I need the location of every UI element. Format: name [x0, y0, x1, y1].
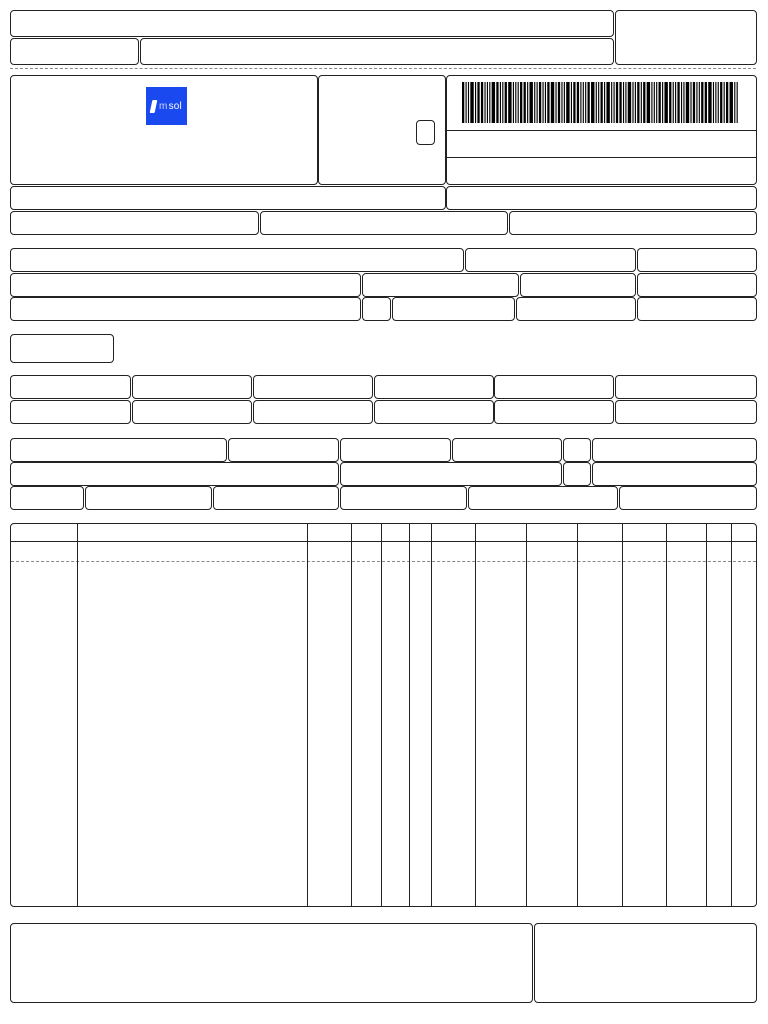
- barcode-bar: [701, 82, 703, 123]
- freight-mode-field: [228, 438, 339, 462]
- barcode-bar: [566, 82, 569, 123]
- col-divider-ipi-value: [706, 523, 707, 907]
- additional-info-box: [10, 923, 533, 1003]
- barcode-bar: [601, 82, 603, 123]
- tax-base-icms-field: [10, 375, 131, 399]
- barcode-bar: [718, 82, 719, 123]
- barcode-bar: [466, 82, 467, 123]
- barcode-bar: [737, 82, 738, 123]
- barcode-bar: [585, 82, 586, 123]
- products-table-row-divider: [11, 561, 756, 562]
- vehicle-uf-field: [563, 438, 591, 462]
- barcode-bar: [561, 82, 562, 123]
- carrier-address-field: [10, 462, 339, 486]
- barcode-bar: [632, 82, 633, 123]
- barcode-bar: [515, 82, 516, 123]
- products-table: [10, 523, 757, 907]
- barcode-bar: [699, 82, 700, 123]
- barcode-bar: [547, 82, 549, 123]
- nature-operation-field: [10, 186, 446, 210]
- col-divider-ncm: [351, 523, 352, 907]
- barcode-bar: [690, 82, 691, 123]
- barcode-bar: [635, 82, 636, 123]
- col-divider-cfop: [409, 523, 410, 907]
- barcode-bar: [625, 82, 626, 123]
- barcode-bar: [686, 82, 689, 123]
- carrier-ie-field: [592, 462, 757, 486]
- barcode-bar: [734, 82, 735, 123]
- barcode-bar: [656, 82, 657, 123]
- recipient-city-field: [10, 297, 361, 321]
- carrier-cnpj-field: [592, 438, 757, 462]
- barcode-bar: [619, 82, 621, 123]
- barcode-bar: [545, 82, 546, 123]
- barcode-bar: [611, 82, 612, 123]
- barcode-bar: [651, 82, 652, 123]
- barcode-bar: [571, 82, 572, 123]
- antt-code-field: [340, 438, 451, 462]
- company-logo: [146, 87, 187, 125]
- barcode-bar: [673, 82, 674, 123]
- carrier-name-field: [10, 438, 227, 462]
- barcode-bar: [505, 82, 507, 123]
- barcode-bar: [637, 82, 639, 123]
- barcode-bar: [641, 82, 642, 123]
- logo-mark-icon: [150, 100, 158, 113]
- volume-quantity-field: [10, 486, 84, 510]
- barcode-bar: [614, 82, 615, 123]
- barcode-bar: [696, 82, 697, 123]
- barcode-bar: [508, 82, 511, 123]
- carrier-city-field: [340, 462, 562, 486]
- barcode-bar: [677, 82, 679, 123]
- logo-text: sol: [168, 100, 182, 112]
- barcode-bar: [564, 82, 565, 123]
- barcode-bar: [520, 82, 522, 123]
- barcode-bar: [555, 82, 556, 123]
- tax-invoice-total-field: [615, 400, 757, 424]
- receipt-field-date: [10, 38, 139, 65]
- barcode-bar: [724, 82, 725, 123]
- barcode-bar: [518, 82, 519, 123]
- barcode-bar: [654, 82, 655, 123]
- tax-discount-field: [253, 400, 373, 424]
- barcode-bar: [534, 82, 535, 123]
- barcode-bar: [558, 82, 560, 123]
- volume-brand-field: [213, 486, 339, 510]
- barcode-bar: [468, 82, 469, 123]
- recipient-zip-field: [520, 273, 636, 297]
- barcode-bar: [623, 82, 624, 123]
- barcode-bar: [527, 82, 528, 123]
- recipient-exit-date-field: [637, 273, 757, 297]
- barcode-bar: [537, 82, 538, 123]
- col-divider-description: [307, 523, 308, 907]
- barcode-bar: [713, 82, 714, 123]
- col-divider-unit-value: [526, 523, 527, 907]
- tax-base-icms-st-field: [253, 375, 373, 399]
- access-key-divider: [446, 130, 757, 131]
- barcode-bar: [470, 82, 473, 123]
- barcode-image: [462, 82, 739, 123]
- barcode-bar: [675, 82, 676, 123]
- tax-approx-value-field: [494, 375, 614, 399]
- recipient-name-field: [10, 248, 464, 272]
- barcode-bar: [462, 82, 464, 123]
- tax-products-total-field: [615, 375, 757, 399]
- barcode-bar: [573, 82, 575, 123]
- barcode-bar: [643, 82, 645, 123]
- barcode-bar: [726, 82, 728, 123]
- barcode-bar: [715, 82, 716, 123]
- cut-line: [10, 68, 756, 69]
- barcode-bar: [529, 82, 532, 123]
- substitute-registration-field: [260, 211, 508, 235]
- barcode-bar: [606, 82, 609, 123]
- barcode-bar: [628, 82, 631, 123]
- barcode-bar: [708, 82, 711, 123]
- volume-numbering-field: [340, 486, 467, 510]
- tax-ipi-field: [494, 400, 614, 424]
- recipient-emission-date-field: [637, 248, 757, 272]
- invoice-field: [10, 334, 114, 363]
- receipt-field-number: [615, 10, 757, 65]
- carrier-uf-field: [563, 462, 591, 486]
- barcode-bar: [542, 82, 543, 123]
- col-divider-icms-value: [666, 523, 667, 907]
- fisco-reserved-box: [534, 923, 757, 1003]
- barcode-bar: [664, 82, 667, 123]
- cnpj-field: [509, 211, 757, 235]
- barcode-bar: [681, 82, 682, 123]
- barcode-bar: [580, 82, 581, 123]
- barcode-bar: [616, 82, 618, 123]
- barcode-bar: [693, 82, 695, 123]
- col-divider-icms-base: [622, 523, 623, 907]
- barcode-bar: [647, 82, 650, 123]
- recipient-cnpj-field: [465, 248, 636, 272]
- volume-net-weight-field: [619, 486, 757, 510]
- barcode-bar: [683, 82, 684, 123]
- barcode-bar: [577, 82, 579, 123]
- barcode-bar: [705, 82, 707, 123]
- col-divider-cst: [381, 523, 382, 907]
- recipient-uf-field: [362, 297, 391, 321]
- barcode-bar: [583, 82, 584, 123]
- tax-icms-st-value-field: [374, 375, 494, 399]
- vehicle-plate-field: [452, 438, 562, 462]
- receipt-field-top: [10, 10, 614, 37]
- recipient-phone-field: [392, 297, 515, 321]
- barcode-bar: [481, 82, 483, 123]
- tax-other-expenses-field: [374, 400, 494, 424]
- barcode-bar: [489, 82, 490, 123]
- tax-icms-value-field: [132, 375, 252, 399]
- products-table-header-divider: [10, 541, 757, 542]
- col-divider-unit: [431, 523, 432, 907]
- protocol-field: [446, 186, 757, 210]
- barcode-bar: [588, 82, 590, 123]
- barcode-bar: [496, 82, 498, 123]
- barcode-bar: [484, 82, 485, 123]
- barcode-bar: [596, 82, 597, 123]
- tax-insurance-field: [132, 400, 252, 424]
- tax-freight-field: [10, 400, 131, 424]
- barcode-bar: [487, 82, 488, 123]
- barcode-bar: [500, 82, 501, 123]
- barcode-bar: [551, 82, 554, 123]
- logo-mark-letter: m: [159, 100, 168, 112]
- barcode-bar: [513, 82, 514, 123]
- recipient-ie-field: [516, 297, 636, 321]
- barcode-bar: [604, 82, 605, 123]
- col-divider-quantity: [475, 523, 476, 907]
- barcode-bar: [477, 82, 479, 123]
- col-divider-total-value: [577, 523, 578, 907]
- barcode-bar: [730, 82, 733, 123]
- barcode-bar: [475, 82, 476, 123]
- barcode-bar: [662, 82, 663, 123]
- receipt-field-signature: [140, 38, 614, 65]
- col-divider-code: [77, 523, 78, 907]
- barcode-bar: [492, 82, 495, 123]
- barcode-bar: [598, 82, 599, 123]
- barcode-bar: [720, 82, 722, 123]
- barcode-bar: [502, 82, 503, 123]
- volume-gross-weight-field: [468, 486, 618, 510]
- barcode-bar: [524, 82, 526, 123]
- recipient-exit-time-field: [637, 297, 757, 321]
- access-key-divider-2: [446, 157, 757, 158]
- recipient-district-field: [362, 273, 519, 297]
- barcode-bar: [659, 82, 661, 123]
- volume-species-field: [85, 486, 212, 510]
- recipient-address-field: [10, 273, 361, 297]
- barcode-bar: [539, 82, 541, 123]
- col-divider-icms-rate: [731, 523, 732, 907]
- state-registration-field: [10, 211, 259, 235]
- barcode-bar: [669, 82, 671, 123]
- barcode-bar: [591, 82, 594, 123]
- operation-type-box: [416, 120, 435, 145]
